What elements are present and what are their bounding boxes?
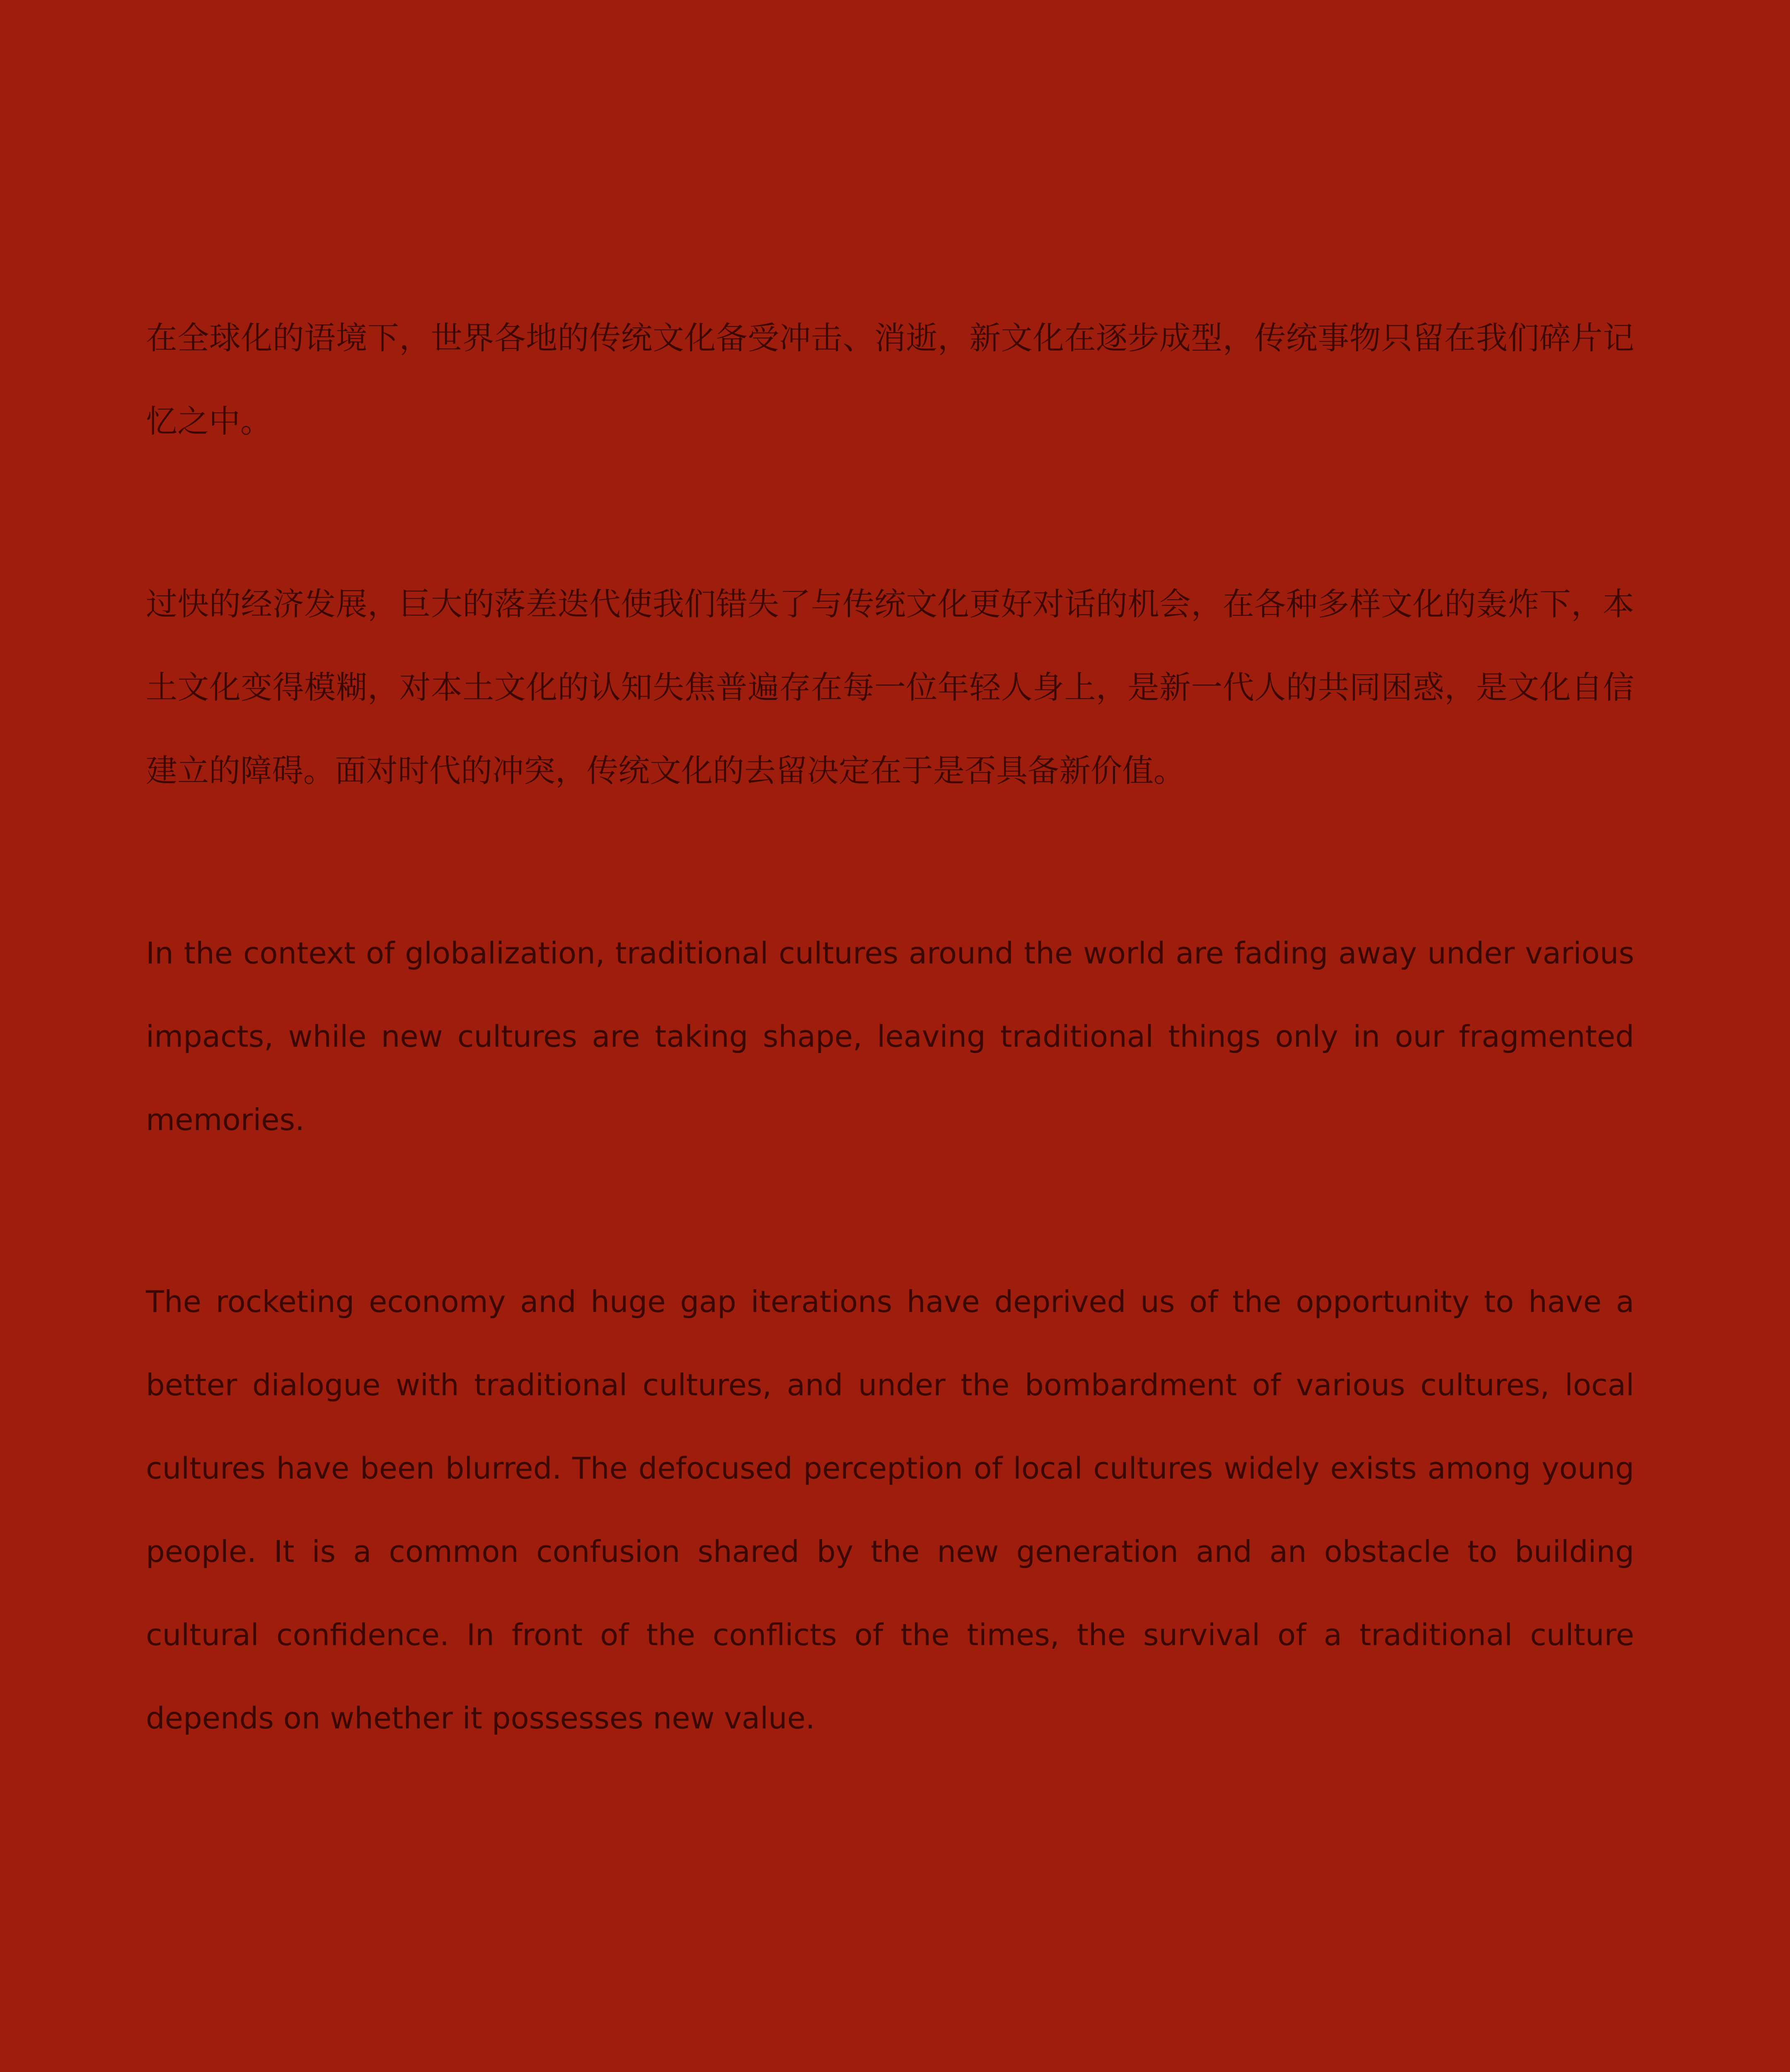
english-paragraph-2: The rocketing economy and huge gap iterations have deprived us of the opportunity to have a better dialogue with traditional cultures, and under the bombardment of various cultures, local cultures have been blurred. The defocused perception of local cultures widely exists among young people. It is a common confusion shared by the new generation and an obstacle to building cultural confidence. In front of the conflicts of the times, the survival of a traditional culture depends on whether it possesses new value.	[146, 1284, 1634, 1736]
chinese-paragraph-2: 过快的经济发展，巨大的落差迭代使我们错失了与传统文化更好对话的机会，在各种多样文化的轰炸下，本土文化变得模糊，对本土文化的认知失焦普遍存在每一位年轻人身上，是新一代人的共同困惑，是文化自信建立的障碍。面对时代的冲突，传统文化的去留决定在于是否具备新价值。	[146, 586, 1634, 789]
chinese-paragraph-1: 在全球化的语境下，世界各地的传统文化备受冲击、消逝，新文化在逐步成型，传统事物只留在我们碎片记忆之中。	[146, 320, 1634, 440]
english-paragraph-1: In the context of globalization, traditional cultures around the world are fading away under various impacts, while new cultures are taking shape, leaving traditional things only in our fragmented memories.	[146, 936, 1634, 1137]
